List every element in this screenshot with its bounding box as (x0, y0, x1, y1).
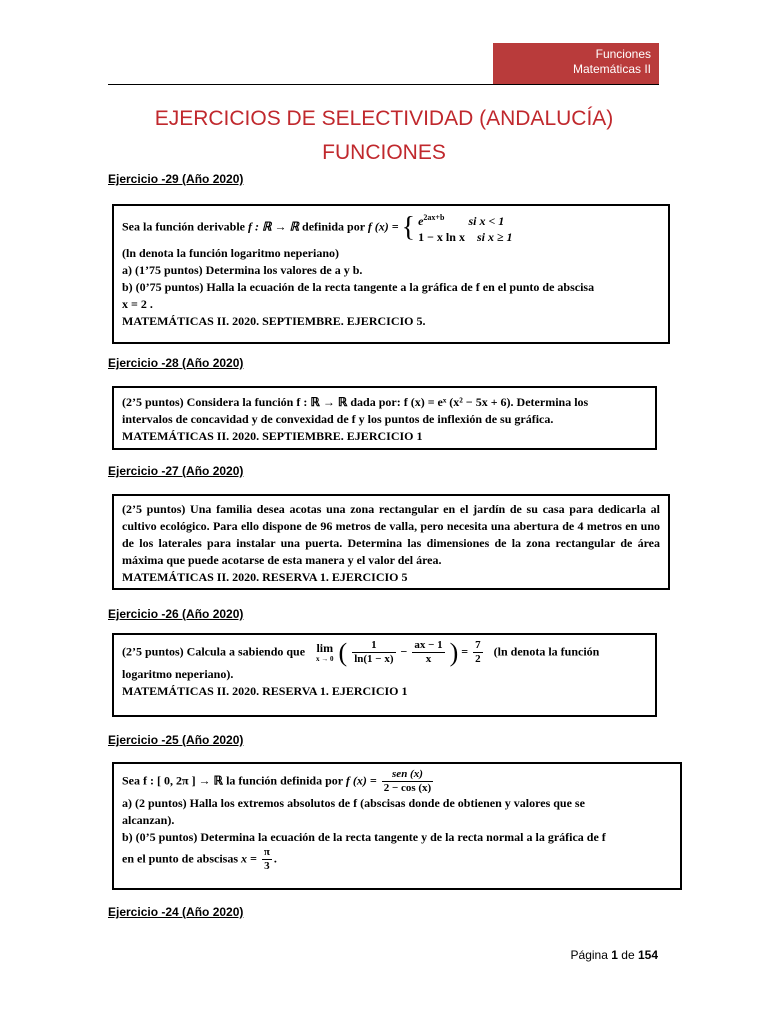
exercise-source: MATEMÁTICAS II. 2020. SEPTIEMBRE. EJERCICIO 5. (122, 314, 426, 328)
point-statement: en el punto de abscisas x = $\frac{\pi}{3}$ . (122, 846, 277, 872)
fraction: $\frac{ax - 1}{x}$ (414, 639, 443, 665)
header-line-2: Matemáticas II (572, 62, 651, 76)
exercise-box: Sea f : [ 0, 2π ] → ℝ la función definida por f (x) = $\frac{\text{sen (x)}}{2 - \cos (x)}$ a) (2 puntos) Halla los extremos absolutos de f (abscisas donde de obtienen y valores que se alcanzan). b) (0’5 puntos) Determina la ecuación de la recta tangente y de la recta normal a la gráfica de f en el punto de abscisas x = $\frac{\pi}{3}$ . (112, 762, 682, 890)
fraction: $\frac{\text{sen (x)}}{2 - \cos (x)}$ (383, 768, 432, 794)
exercise-source: MATEMÁTICAS II. 2020. RESERVA 1. EJERCICIO 5 (122, 570, 408, 584)
exercise-heading: Ejercicio -24 (Año 2020) (108, 905, 244, 919)
limit-operator: lim x → 0 (316, 641, 334, 663)
exercise-source: MATEMÁTICAS II. 2020. RESERVA 1. EJERCICIO 1 (122, 684, 408, 698)
exercise-heading: Ejercicio -26 (Año 2020) (108, 607, 244, 621)
fraction: $\frac{7}{2}$ (475, 639, 481, 665)
exercise-source: MATEMÁTICAS II. 2020. SEPTIEMBRE. EJERCICIO 1 (122, 429, 423, 443)
exercise-box: (2’5 puntos) Considera la función f : ℝ → ℝ dada por: f (x) = eˣ (x² − 5x + 6). Determina los intervalos de concavidad y de convexidad de f y los puntos de inflexión de su gráfica. MATEMÁTICAS II. 2020. SEPTIEMBRE. EJERCICIO 1 (112, 386, 657, 450)
function-def: f (x) = (367, 219, 399, 234)
exercise-box (112, 494, 670, 590)
header-label-box (493, 43, 659, 84)
fraction: $\frac{1}{\ln(1 - x)}$ (354, 639, 394, 665)
function-map: f : ℝ → ℝ (248, 219, 300, 234)
header-rule (108, 84, 659, 85)
exercise-heading: Ejercicio -29 (Año 2020) (108, 172, 244, 186)
limit-statement: (2’5 puntos) Calcula a sabiendo que lim x → 0 ( $\frac{1}{\ln(1 - x)}$ − $\frac{ax - 1}{x}$ ) = $\frac{7}{2}$ (ln denota la función (122, 638, 600, 667)
exercise-statement: Sea la función derivable f : ℝ → ℝ definida por f (x) = { $e^{2ax+b}$ si x < 1 1 − x ln x si x ≥ 1 (122, 211, 513, 244)
exercise-text: (2’5 puntos) Una familia desea acotas una zona rectangular en el jardín de su casa para dedicarla al cultivo ecológico. Para ello dispone de 96 metros de valla, pero necesita una abertura de 4 metros en uno de los laterales para instalar una puerta. Determina las dimensiones de la zona rectangular de área máxima que puede acotarse de esta manera y el valor del área. (122, 502, 660, 567)
header-line-1: Funciones (595, 47, 651, 61)
exercise-heading: Ejercicio -28 (Año 2020) (108, 356, 244, 370)
exercise-heading: Ejercicio -25 (Año 2020) (108, 733, 244, 747)
exercise-heading: Ejercicio -27 (Año 2020) (108, 464, 244, 478)
exercise-box: (2’5 puntos) Calcula a sabiendo que lim x → 0 ( $\frac{1}{\ln(1 - x)}$ − $\frac{ax - 1}{x}$ ) = $\frac{7}{2}$ (ln denota la función logaritmo neperiano). MATEMÁTICAS II. 2020. RESERVA 1. EJERCICIO 1 (112, 633, 657, 717)
function-statement: Sea f : [ 0, 2π ] → ℝ la función definida por f (x) = $\frac{\text{sen (x)}}{2 - \cos (x)}$ (122, 768, 432, 794)
piecewise-brace: { (401, 211, 416, 243)
fraction: $\frac{\pi}{3}$ (263, 846, 270, 872)
page-number: Página 1 de 154 (570, 948, 658, 962)
page-subtitle: FUNCIONES (322, 141, 446, 164)
piecewise-cases: $e^{2ax+b}$ si x < 1 1 − x ln x si x ≥ 1 (418, 213, 513, 244)
exercise-box: Sea la función derivable f : ℝ → ℝ definida por f (x) = { $e^{2ax+b}$ si x < 1 1 − x ln x si x ≥ 1 (ln denota la función logaritmo neperiano) a) (1’75 puntos) Determina los valores de a y b. b) (0’75 puntos) Halla la ecuación de la recta tangente a la gráfica de f en el punto de abscisa x = 2 . MATEMÁTICAS II. 2020. SEPTIEMBRE. EJERCICIO 5. (112, 204, 670, 344)
page-title: EJERCICIOS DE SELECTIVIDAD (ANDALUCÍA) (154, 107, 614, 130)
